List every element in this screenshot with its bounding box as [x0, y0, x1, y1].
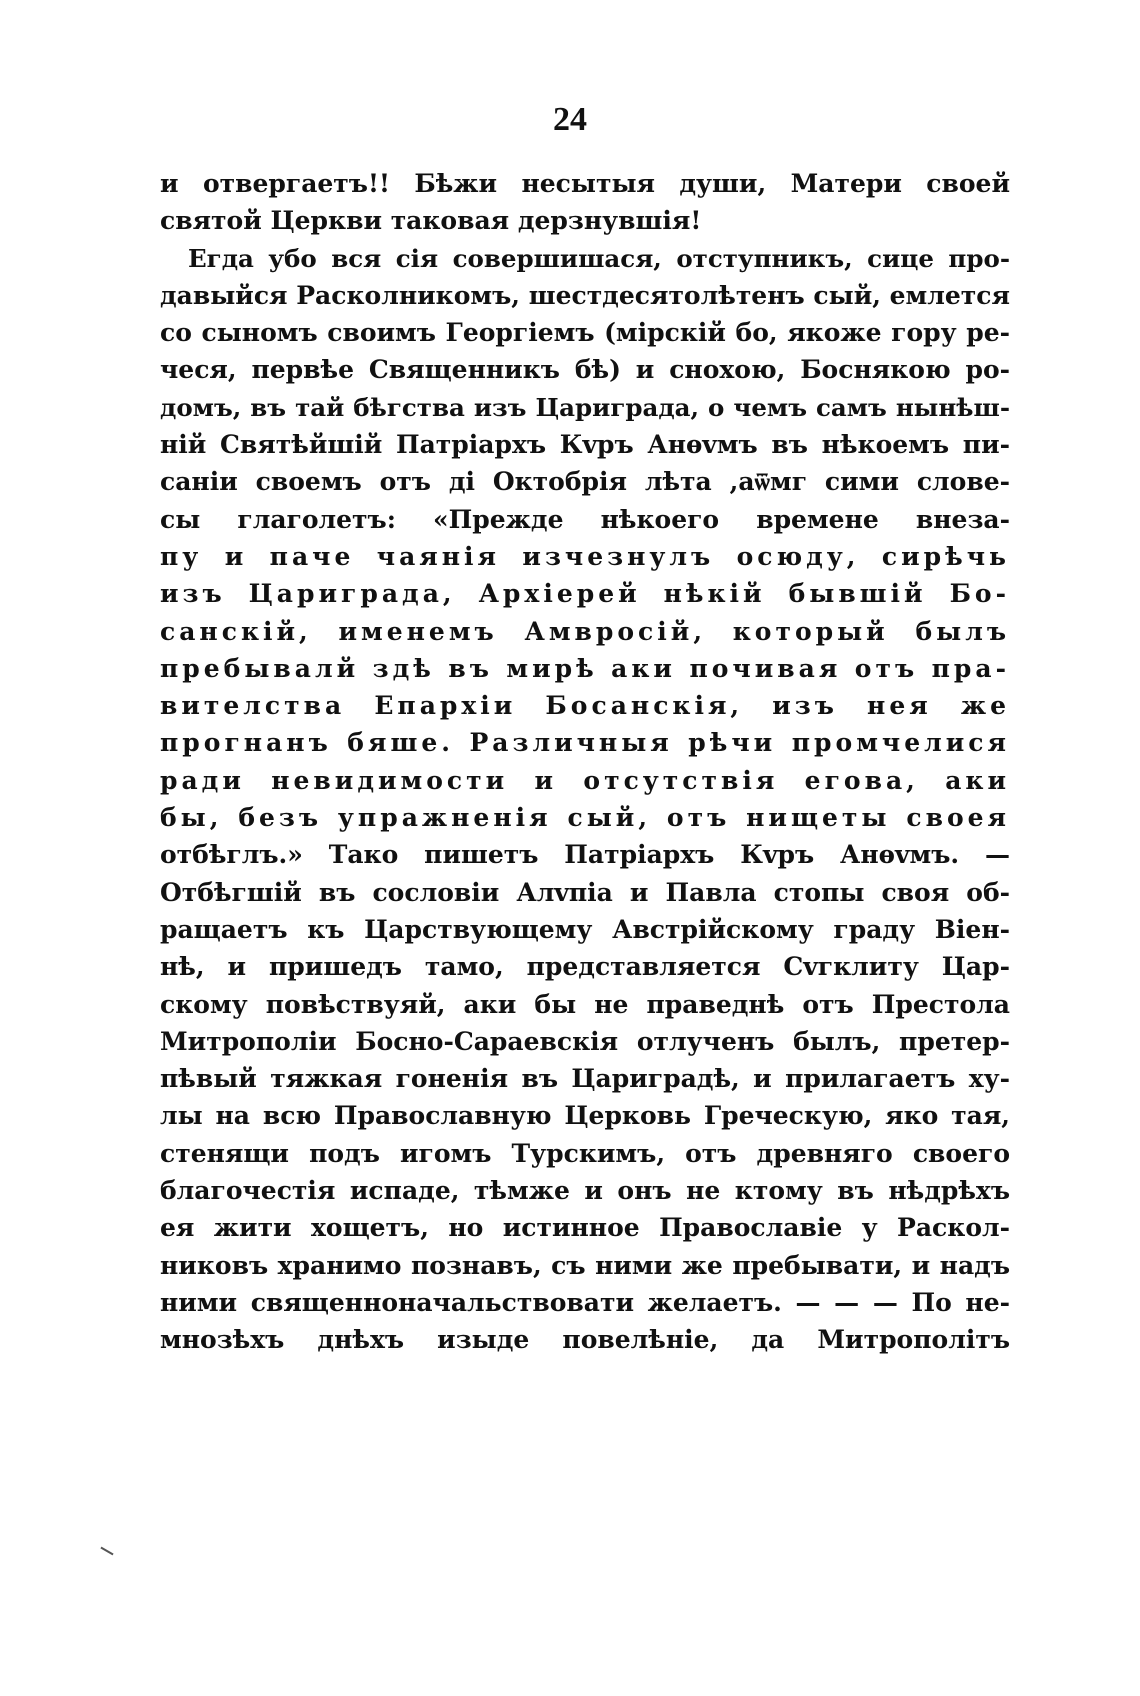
- text-line: скому повѣствуяй, аки бы не праведнѣ отъ Престола: [160, 989, 1010, 1019]
- text-line: Отбѣгшій въ сословіи Алvпіа и Павла стопы своя об-: [160, 877, 1010, 907]
- text-line: и отвергаетъ!! Бѣжи несытыя души, Матери своей: [160, 169, 1010, 198]
- text-line: ній Святѣйшій Патріархъ Кvръ Анѳvмъ въ нѣкоемъ пи-: [160, 430, 1010, 460]
- text-line: сы глаголетъ: «Прежде нѣкоего времене внеза-: [160, 504, 1010, 534]
- text-line: ради невидимости и отсутствія егова, аки: [160, 765, 1010, 795]
- text-line: мнозѣхъ днѣхъ изыде повелѣніе, да Митрополітъ: [160, 1325, 1010, 1355]
- text-line: давыйся Расколникомъ, шестдесятолѣтенъ сый, емлется: [160, 280, 1010, 310]
- text-line: домъ, въ тай бѣгства изъ Цариграда, о чемъ самъ нынѣш-: [160, 392, 1010, 422]
- text-line: ея жити хощетъ, но истинное Православіе у Раскол-: [160, 1213, 1010, 1243]
- text-line: Митрополіи Босно-Сараевскія отлученъ былъ, претер-: [160, 1026, 1010, 1056]
- text-line: пу и паче чаянія изчезнулъ осюду, сирѣчь: [160, 541, 1010, 571]
- text-line: ращаетъ къ Царствующему Австрійскому граду Віен-: [160, 914, 1010, 944]
- text-line: со сыномъ своимъ Георгіемъ (мірскій бо, якоже гору ре-: [160, 318, 1010, 348]
- text-line: лы на всю Православную Церковь Греческую, яко тая,: [160, 1101, 1010, 1131]
- text-line: санскій, именемъ Амвросій, который былъ: [160, 616, 1010, 646]
- text-line: Егда убо вся сія совершишася, отступникъ, сице про-: [188, 243, 1010, 273]
- text-line: прогнанъ бяше. Различныя рѣчи промчелися: [160, 728, 1010, 758]
- text-line: стенящи подъ игомъ Турскимъ, отъ древняго своего: [160, 1138, 1010, 1168]
- text-line: чеся, первѣе Священникъ бѣ) и снохою, Боснякою ро-: [160, 355, 1010, 385]
- text-line: отбѣглъ.» Тако пишетъ Патріархъ Кvръ Анѳvмъ. —: [160, 840, 1010, 870]
- text-line: саніи своемъ отъ ді Октобрія лѣта ,аѿмг сими слове-: [160, 467, 1010, 497]
- text-line: пѣвый тяжкая гоненія въ Цариградѣ, и прилагаетъ ху-: [160, 1064, 1010, 1094]
- text-line: изъ Цариграда, Архіерей нѣкій бывшій Бо-: [160, 579, 1010, 609]
- page-number: 24: [553, 101, 587, 138]
- text-line: благочестія испаде, тѣмже и онъ не ктому въ нѣдрѣхъ: [160, 1176, 1010, 1206]
- scan-speck: [100, 1547, 113, 1556]
- text-line: вителства Епархіи Босанскія, изъ нея же: [160, 691, 1010, 721]
- text-line: святой Церкви таковая дерзнувшія!: [160, 206, 702, 236]
- text-line: никовъ хранимо познавъ, съ ними же пребывати, и надъ: [160, 1250, 1010, 1280]
- text-line: ними священноначальствовати желаетъ. — — — По не-: [160, 1287, 1010, 1317]
- text-line: пребывалй здѣ въ мирѣ аки почивая отъ пра-: [160, 653, 1010, 683]
- text-line: нѣ, и пришедъ тамо, представляется Сvгклиту Цар-: [160, 952, 1010, 982]
- text-line: бы, безъ упражненія сый, отъ нищеты своея: [160, 803, 1010, 833]
- body-text: [160, 165, 1010, 1359]
